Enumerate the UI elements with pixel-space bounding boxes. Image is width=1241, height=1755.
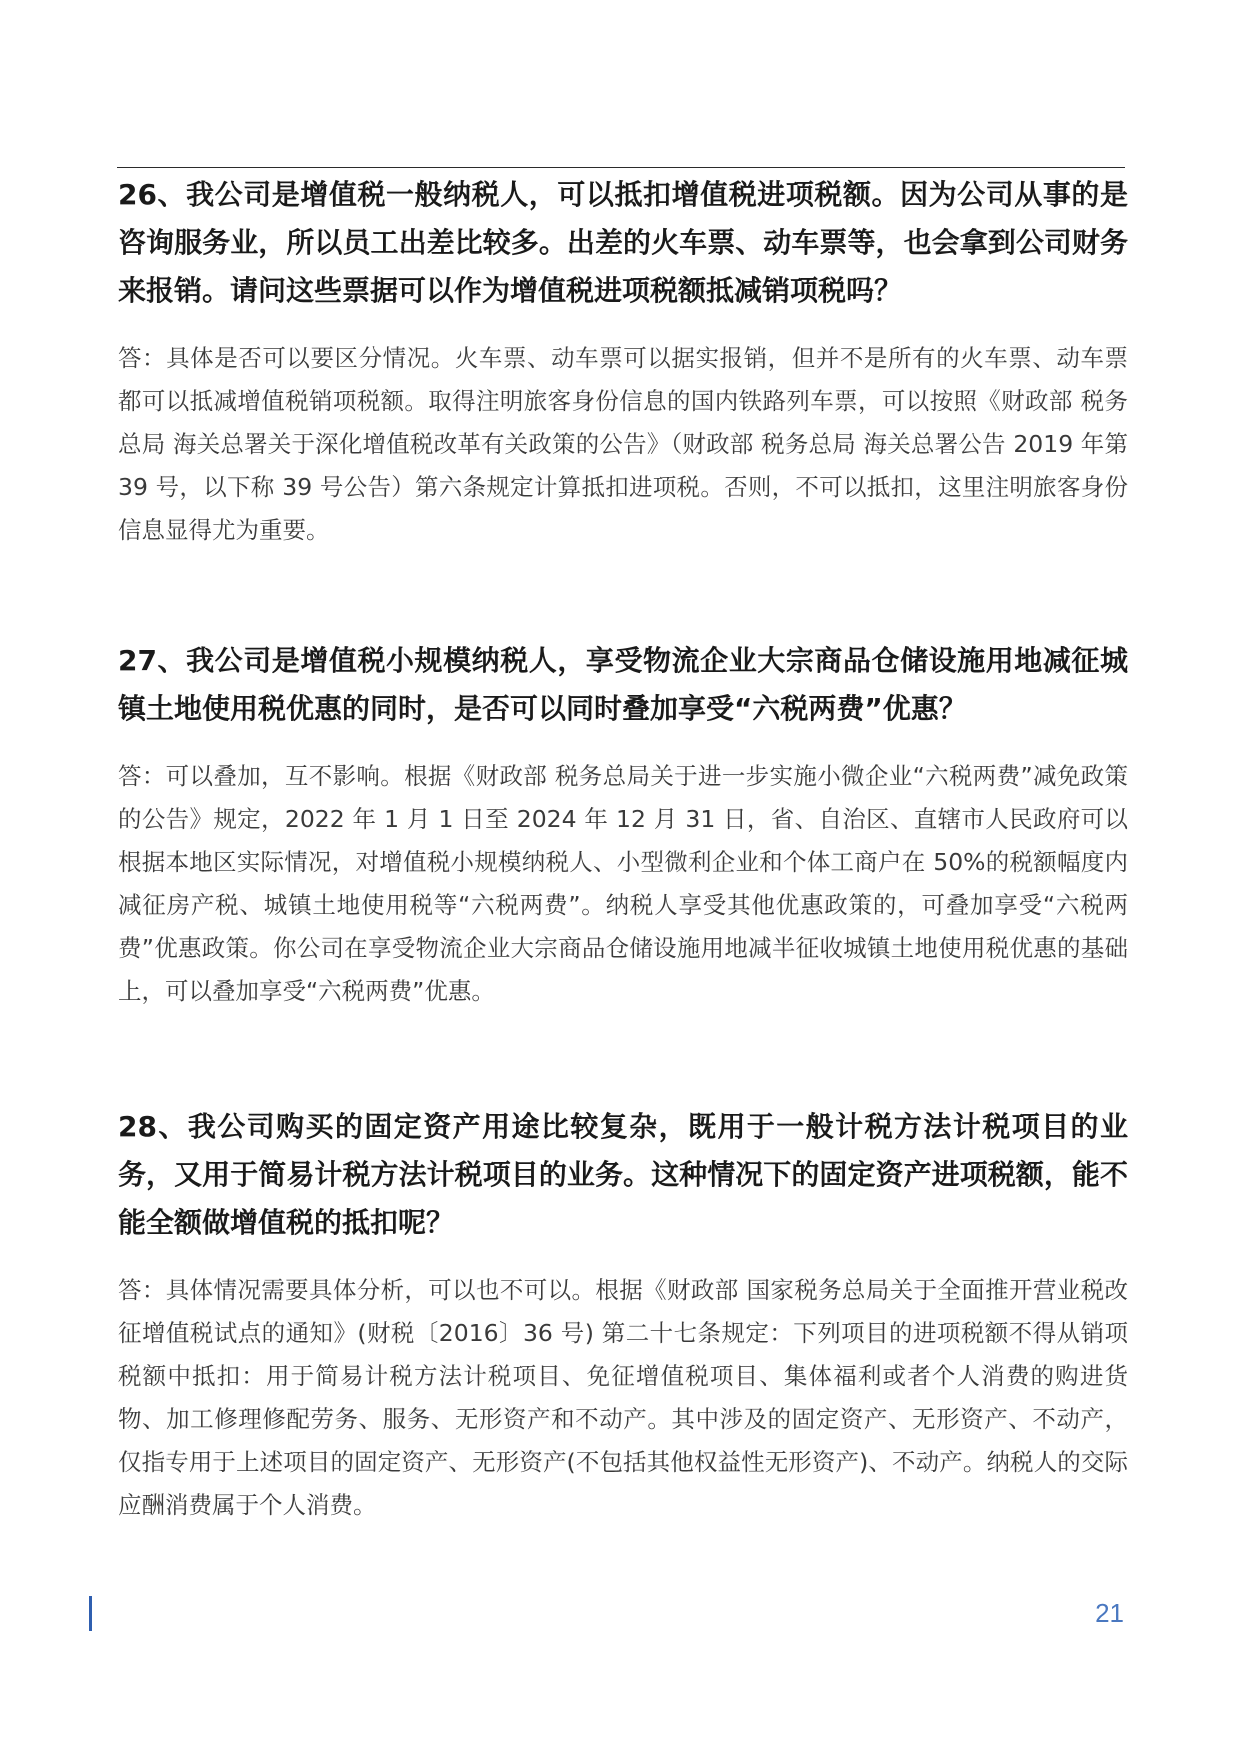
qa-section-28: [118, 1103, 1128, 1527]
question-27: 27、我公司是增值税小规模纳税人，享受物流企业大宗商品仓储设施用地减征城镇土地使用税优惠的同时，是否可以同时叠加享受“六税两费”优惠？: [118, 644, 1128, 725]
qa-section-27: [118, 637, 1128, 1013]
page-number: 21: [1095, 1598, 1124, 1628]
question-26: 26、我公司是增值税一般纳税人，可以抵扣增值税进项税额。因为公司从事的是咨询服务业，所以员工出差比较多。出差的火车票、动车票等，也会拿到公司财务来报销。请问这些票据可以作为增值税进项税额抵减销项税吗？: [118, 178, 1128, 307]
top-divider: [117, 167, 1125, 168]
footer-accent-bar: [89, 1596, 92, 1631]
answer-28: 答：具体情况需要具体分析，可以也不可以。根据《财政部 国家税务总局关于全面推开营业税改征增值税试点的通知》(财税〔2016〕36 号) 第二十七条规定：下列项目的进项税额不得从销项税额中抵扣：用于简易计税方法计税项目、免征增值税项目、集体福利或者个人消费的购进货物、加工修理修配劳务、服务、无形资产和不动产。其中涉及的固定资产、无形资产、不动产，仅指专用于上述项目的固定资产、无形资产(不包括其他权益性无形资产)、不动产。纳税人的交际应酬消费属于个人消费。: [118, 1276, 1128, 1519]
answer-27: 答：可以叠加，互不影响。根据《财政部 税务总局关于进一步实施小微企业“六税两费”减免政策的公告》规定，2022 年 1 月 1 日至 2024 年 12 月 31 日，省、自治区、直辖市人民政府可以根据本地区实际情况，对增值税小规模纳税人、小型微利企业和个体工商户在 50%的税额幅度内减征房产税、城镇土地使用税等“六税两费”。纳税人享受其他优惠政策的，可叠加享受“六税两费”优惠政策。你公司在享受物流企业大宗商品仓储设施用地减半征收城镇土地使用税优惠的基础上，可以叠加享受“六税两费”优惠。: [118, 762, 1128, 1005]
qa-section-26: [118, 171, 1128, 552]
answer-26: 答：具体是否可以要区分情况。火车票、动车票可以据实报销，但并不是所有的火车票、动车票都可以抵减增值税销项税额。取得注明旅客身份信息的国内铁路列车票，可以按照《财政部 税务总局 海关总署关于深化增值税改革有关政策的公告》（财政部 税务总局 海关总署公告 2019 年第 39 号，以下称 39 号公告）第六条规定计算抵扣进项税。否则，不可以抵扣，这里注明旅客身份信息显得尤为重要。: [118, 344, 1128, 544]
question-28: 28、我公司购买的固定资产用途比较复杂，既用于一般计税方法计税项目的业务，又用于简易计税方法计税项目的业务。这种情况下的固定资产进项税额，能不能全额做增值税的抵扣呢？: [118, 1110, 1128, 1239]
